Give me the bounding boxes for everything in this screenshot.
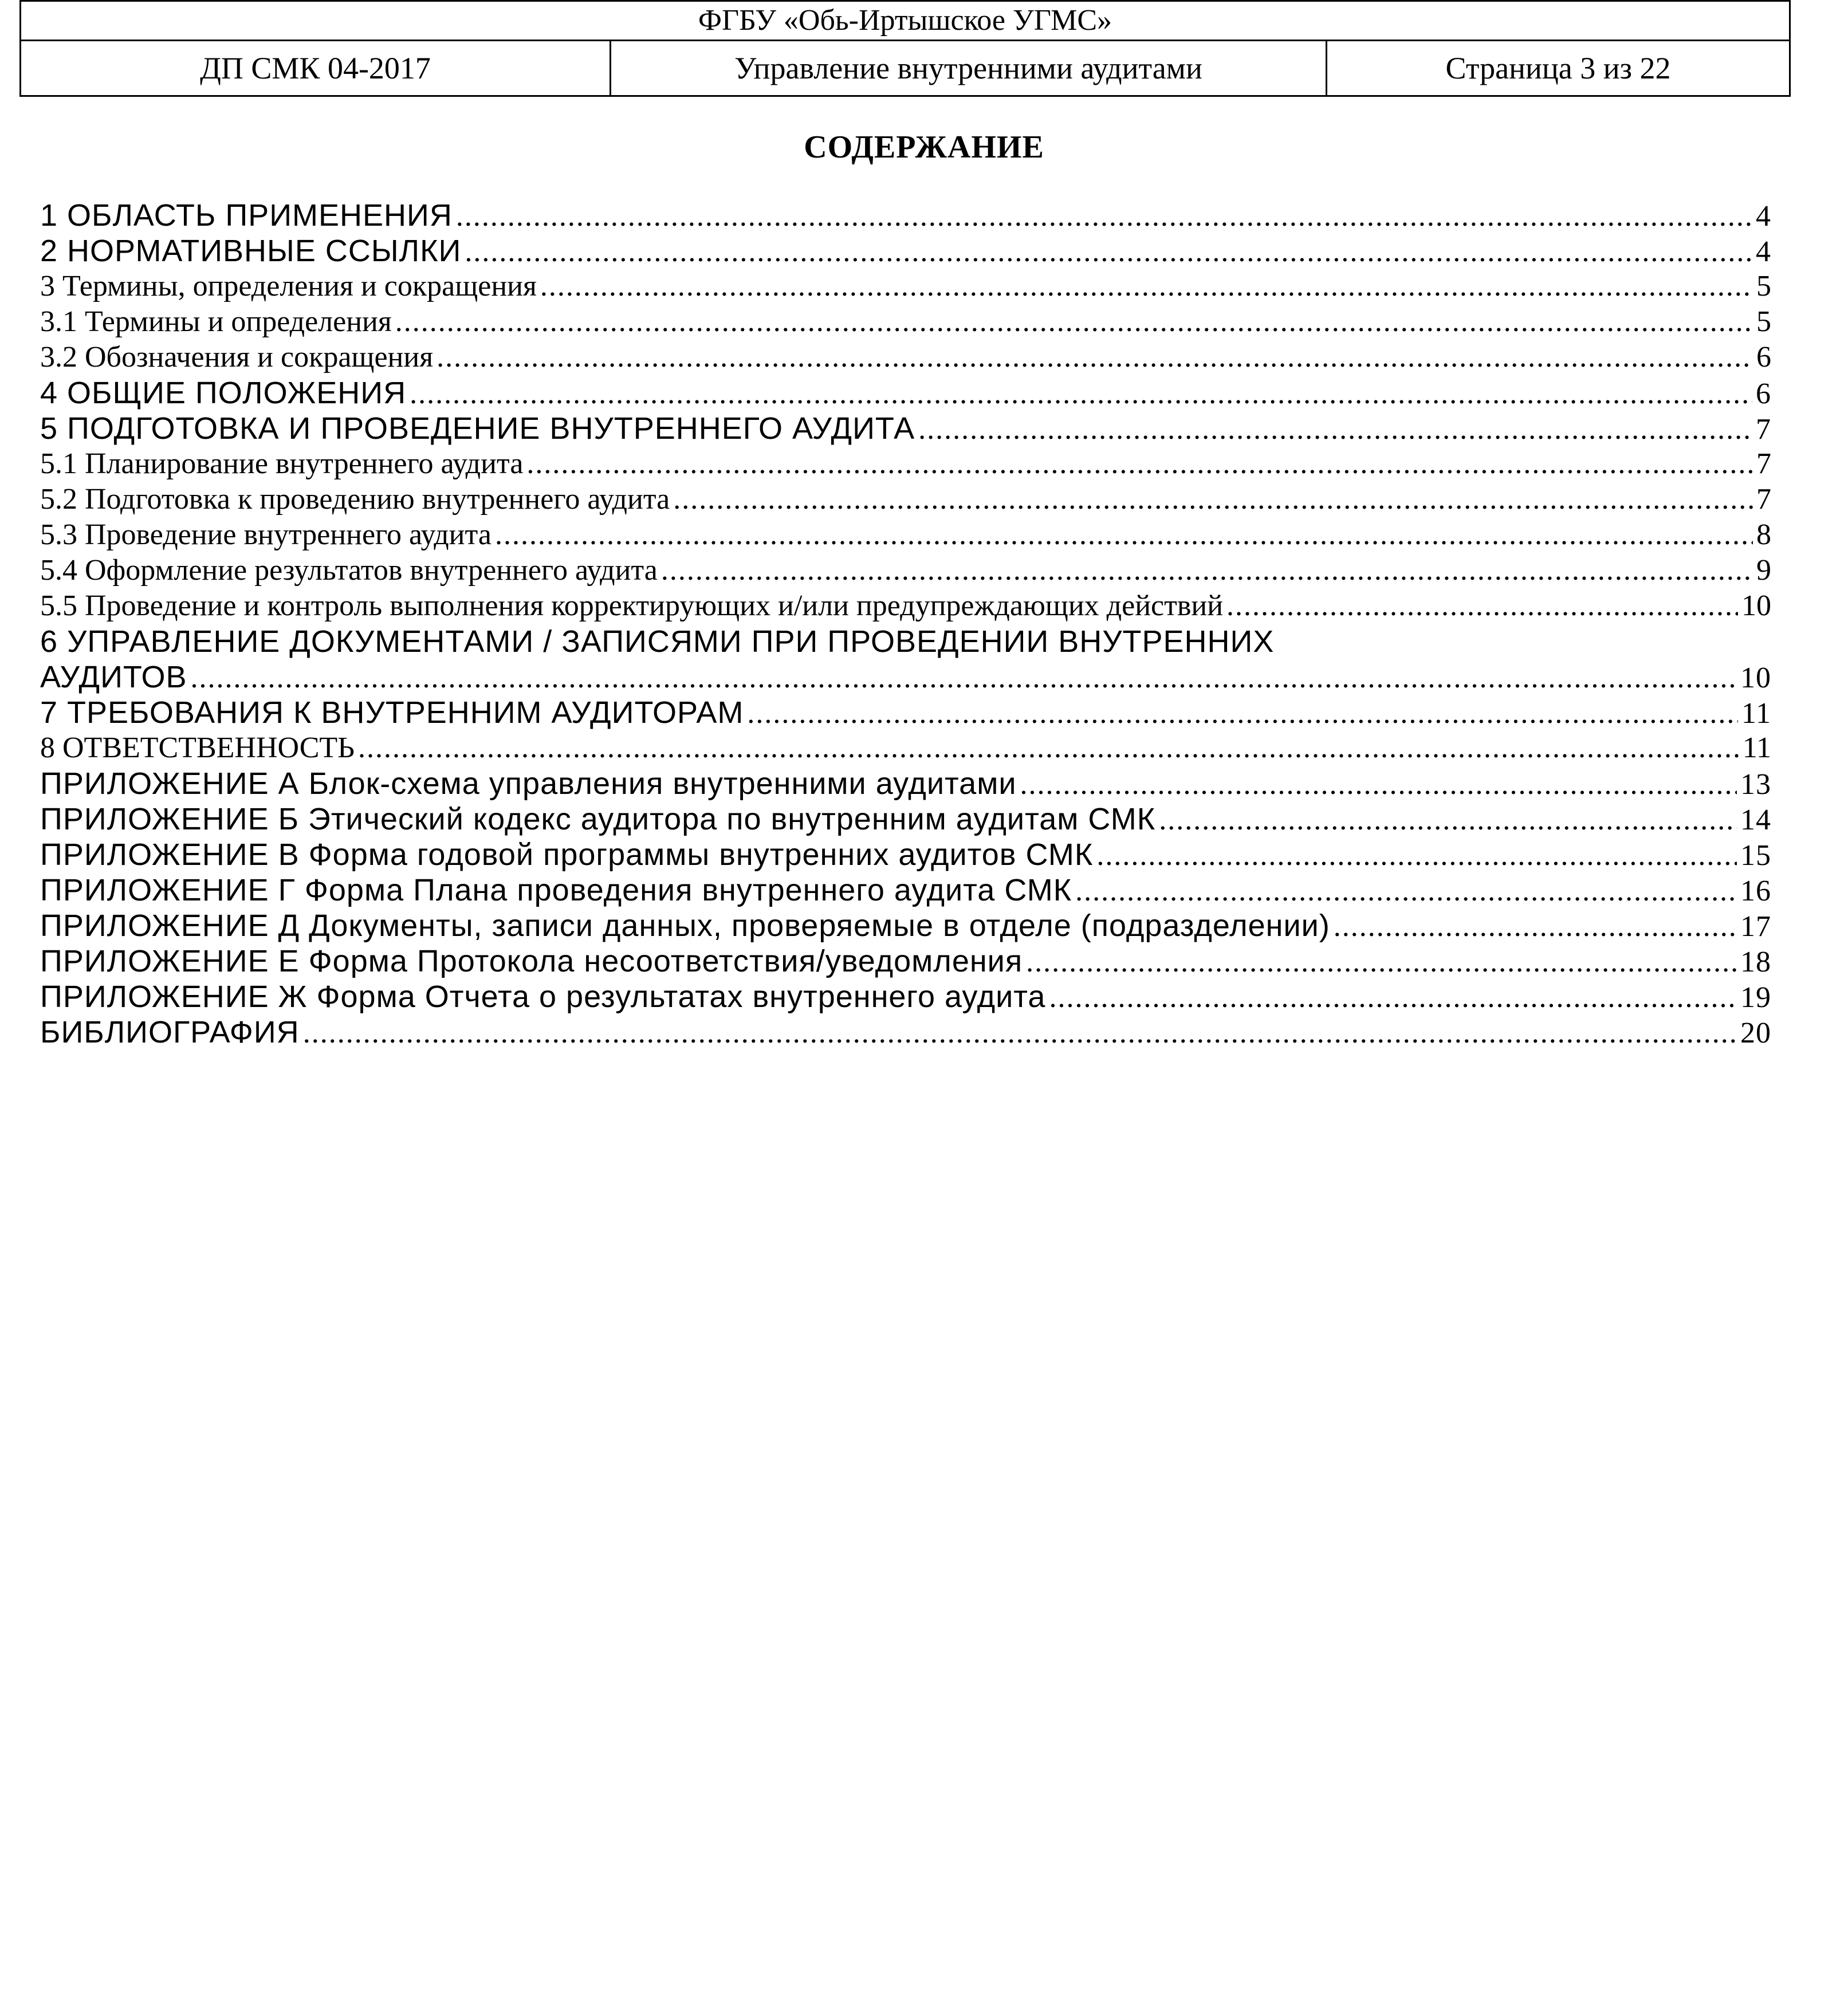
toc-entry[interactable]	[40, 269, 1771, 304]
toc-leader-dots	[747, 696, 1738, 731]
toc-entry-label: 3 Термины, определения и сокращения	[40, 270, 537, 302]
toc-entry-page: 4	[1756, 235, 1771, 268]
toc-entry[interactable]	[40, 588, 1771, 624]
toc-entry-continuation[interactable]	[40, 659, 1771, 695]
toc-entry[interactable]	[40, 943, 1771, 979]
toc-entry-label: 2 НОРМАТИВНЫЕ ССЫЛКИ	[40, 234, 462, 268]
toc-entry[interactable]	[40, 446, 1771, 482]
toc-entry-page: 11	[1742, 731, 1771, 764]
toc-entry[interactable]	[40, 1014, 1771, 1050]
toc-entry-label: БИБЛИОГРАФИЯ	[40, 1015, 300, 1049]
toc-leader-dots	[456, 199, 1752, 234]
toc-entry[interactable]	[40, 482, 1771, 517]
toc-entry[interactable]	[40, 801, 1771, 837]
toc-leader-dots	[1159, 803, 1737, 838]
toc-entry-label: 5.2 Подготовка к проведению внутреннего аудита	[40, 483, 670, 516]
toc-entry-page: 4	[1756, 200, 1771, 233]
toc-entry-page: 15	[1740, 839, 1771, 872]
toc-entry-label: ПРИЛОЖЕНИЕ А Блок-схема управления внутренними аудитами	[40, 766, 1017, 801]
toc-leader-dots	[1334, 909, 1737, 945]
toc-entry-label: 6 УПРАВЛЕНИЕ ДОКУМЕНТАМИ / ЗАПИСЯМИ ПРИ ПРОВЕДЕНИИ ВНУТРЕННИХ	[40, 624, 1275, 659]
toc-entry-page: 9	[1756, 554, 1771, 587]
toc-entry-label-continuation: АУДИТОВ	[40, 660, 187, 694]
toc-entry-page: 6	[1756, 377, 1771, 410]
toc-leader-dots	[303, 1016, 1737, 1051]
toc-entry[interactable]	[40, 517, 1771, 553]
toc-leader-dots	[437, 340, 1753, 375]
toc-entry[interactable]	[40, 872, 1771, 908]
toc-entry-page: 8	[1756, 518, 1771, 551]
toc-entry-page: 17	[1740, 910, 1771, 943]
toc-entry-label: 5.5 Проведение и контроль выполнения корректирующих и/или предупреждающих действий	[40, 589, 1224, 622]
header-meta-row	[21, 41, 1789, 95]
document-title: Управление внутренними аудитами	[611, 41, 1327, 95]
toc-leader-dots	[673, 482, 1753, 517]
toc-leader-dots	[1096, 838, 1737, 874]
toc-leader-dots	[495, 517, 1753, 553]
toc-entry-label: 5 ПОДГОТОВКА И ПРОВЕДЕНИЕ ВНУТРЕННЕГО АУДИТА	[40, 411, 915, 446]
toc-entry-page: 20	[1740, 1017, 1771, 1049]
toc-entry-page: 13	[1740, 768, 1771, 801]
toc-entry[interactable]	[40, 730, 1771, 766]
document-code: ДП СМК 04-2017	[21, 41, 611, 95]
toc-entry-page: 11	[1741, 697, 1771, 730]
toc-title: СОДЕРЖАНИЕ	[804, 129, 1044, 165]
toc-entry-label: 4 ОБЩИЕ ПОЛОЖЕНИЯ	[40, 376, 407, 410]
document-header-table	[19, 0, 1791, 97]
toc-entry[interactable]	[40, 979, 1771, 1014]
toc-entry-label: 5.3 Проведение внутреннего аудита	[40, 518, 492, 551]
toc-leader-dots	[465, 234, 1752, 270]
toc-entry-label: 3.1 Термины и определения	[40, 305, 392, 338]
toc-entry-page: 14	[1740, 804, 1771, 836]
toc-leader-dots	[358, 730, 1739, 766]
toc-leader-dots	[395, 304, 1753, 340]
toc-entry[interactable]	[40, 553, 1771, 588]
toc-entry-page: 10	[1741, 589, 1771, 622]
toc-leader-dots	[1075, 874, 1737, 909]
toc-entry-page: 18	[1740, 946, 1771, 978]
page-number-info: Страница 3 из 22	[1445, 51, 1671, 85]
toc-leader-dots	[526, 446, 1753, 482]
toc-leader-dots	[1020, 767, 1737, 803]
organization-name: ФГБУ «Обь-Иртышское УГМС»	[21, 2, 1789, 41]
toc-leader-dots	[410, 376, 1752, 412]
toc-entry-label: ПРИЛОЖЕНИЕ В Форма годовой программы внутренних аудитов СМК	[40, 837, 1094, 872]
toc-entry[interactable]	[40, 198, 1771, 233]
toc-leader-dots	[191, 660, 1737, 696]
toc-entry-label: 5.1 Планирование внутреннего аудита	[40, 447, 524, 480]
toc-leader-dots	[540, 269, 1753, 304]
toc-leader-dots	[1026, 945, 1737, 980]
toc-leader-dots	[661, 553, 1753, 588]
toc-entry-label: 7 ТРЕБОВАНИЯ К ВНУТРЕННИМ АУДИТОРАМ	[40, 695, 744, 730]
toc-entry-label: ПРИЛОЖЕНИЕ Б Этический кодекс аудитора по внутренним аудитам СМК	[40, 802, 1156, 836]
toc-entry-label: 5.4 Оформление результатов внутреннего аудита	[40, 554, 658, 587]
table-of-contents	[40, 198, 1771, 1050]
toc-entry-page: 5	[1756, 305, 1771, 338]
toc-entry-first-line[interactable]	[40, 624, 1771, 659]
toc-entry[interactable]	[40, 411, 1771, 446]
toc-entry-page: 7	[1756, 447, 1771, 480]
toc-entry-page: 16	[1740, 875, 1771, 907]
toc-entry-page: 7	[1756, 483, 1771, 516]
toc-entry-label: ПРИЛОЖЕНИЕ Д Документы, записи данных, проверяемые в отделе (подразделении)	[40, 908, 1330, 943]
toc-entry[interactable]	[40, 837, 1771, 872]
toc-entry[interactable]	[40, 766, 1771, 801]
toc-entry-label: ПРИЛОЖЕНИЕ Е Форма Протокола несоответствия/уведомления	[40, 944, 1023, 978]
toc-entry-page: 5	[1756, 270, 1771, 302]
toc-entry[interactable]	[40, 304, 1771, 340]
toc-leader-dots	[918, 412, 1752, 447]
toc-entry-page: 6	[1756, 341, 1771, 373]
toc-entry[interactable]	[40, 908, 1771, 943]
toc-entry-label: 1 ОБЛАСТЬ ПРИМЕНЕНИЯ	[40, 198, 453, 233]
toc-entry[interactable]	[40, 695, 1771, 730]
toc-entry-label: ПРИЛОЖЕНИЕ Ж Форма Отчета о результатах внутреннего аудита	[40, 980, 1046, 1014]
toc-entry[interactable]	[40, 375, 1771, 411]
toc-entry-page: 10	[1740, 662, 1771, 694]
toc-entry-label: ПРИЛОЖЕНИЕ Г Форма Плана проведения внутреннего аудита СМК	[40, 873, 1072, 907]
toc-entry-label: 3.2 Обозначения и сокращения	[40, 341, 434, 373]
toc-entry-page: 19	[1740, 981, 1771, 1014]
toc-entry[interactable]	[40, 233, 1771, 269]
toc-leader-dots	[1226, 588, 1738, 624]
toc-entry[interactable]	[40, 340, 1771, 375]
toc-entry-page: 7	[1756, 413, 1771, 446]
toc-leader-dots	[1049, 980, 1737, 1016]
toc-entry-label: 8 ОТВЕТСТВЕННОСТЬ	[40, 731, 355, 764]
